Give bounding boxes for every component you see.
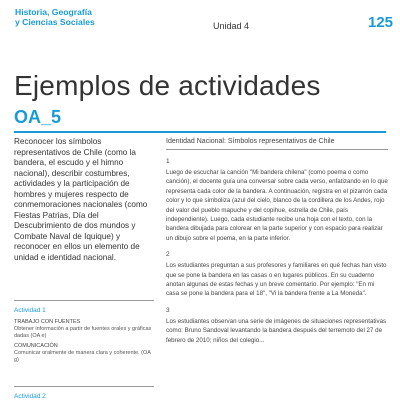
objective-column xyxy=(14,137,154,263)
skill-description: Comunicar oralmente de manera clara y coherente. (OA g) xyxy=(14,350,151,363)
unit-label: Unidad 4 xyxy=(213,21,250,31)
subject-name: Historia, Geografía y Ciencias Sociales xyxy=(15,7,95,27)
page-header xyxy=(0,0,400,40)
section-divider xyxy=(14,131,386,133)
skill-name: COMUNICACIÓN xyxy=(14,343,58,350)
content-heading: Identidad Nacional: Símbolos representativos de Chile xyxy=(166,137,388,150)
page-title: Ejemplos de actividades xyxy=(14,70,321,101)
step-number: 1 xyxy=(166,158,170,165)
objective-code: OA_5 xyxy=(14,107,62,127)
step-text: Los estudiantes observan una serie de imágenes de situaciones representativas como: Bruno Sandoval levantando la bandera después del terremoto del 27 de febrero de 2010; niños del colegio... xyxy=(166,317,387,344)
page-number: 125 xyxy=(368,14,394,31)
step-text: Luego de escuchar la canción "Mi bandera chilena" (como poema o como canción), el docente guía una conversar sobre cada verso, enfatizando en lo que representa cada color de la bandera. A continuación, registra en el pizarrón cada color y lo que simboliza (azul del cielo, blanco de la cordillera de los Andes, rojo del valor del pueblo mapuche y del copihue, estrella de Chile, país independiente). Luego, cada estudiante recibe una hoja con el texto, con la bandera dibujada para colorear en la parte superior y con espacio para realizar un dibujo sobre el poema, en la parte inferior. xyxy=(166,169,388,242)
skill-description: Obtener información a partir de fuentes orales y gráficas dadas (OA e) xyxy=(14,325,152,339)
activity-title: Actividad 1 xyxy=(14,307,46,314)
step-number: 3 xyxy=(166,306,170,314)
activity-block-1 xyxy=(14,300,154,364)
activity-divider xyxy=(14,386,154,387)
activity-content-column xyxy=(166,137,388,345)
objective-description: Reconocer los símbolos representativos de Chile (como la bandera, el escudo y el himno nacional), describir costumbres, actividades y la participación de hombres y mujeres respecto de conmemoraciones nacionales (como Fiestas Patrias, Día del Descubrimiento de dos mundos y Combate Naval de Iquique) y reconocer en ellos un elemento de unidad e identidad nacional. xyxy=(14,137,148,262)
step-text: Los estudiantes preguntan a sus profesores y familiares en qué fechas han visto que se pone la bandera en las casas o en lugares públicos. En su cuaderno anotan algunas de estas fechas y un breve comentario. Por ejemplo: "En mi casa se pone la bandera para el 18", "Vi la bandera frente a La Moneda". xyxy=(166,262,387,298)
activity-title: Actividad 2 xyxy=(14,393,46,400)
activity-divider xyxy=(14,300,154,301)
activity-block-2 xyxy=(14,386,154,400)
skill-name: TRABAJO CON FUENTES xyxy=(14,319,81,325)
step-number: 2 xyxy=(166,251,170,259)
